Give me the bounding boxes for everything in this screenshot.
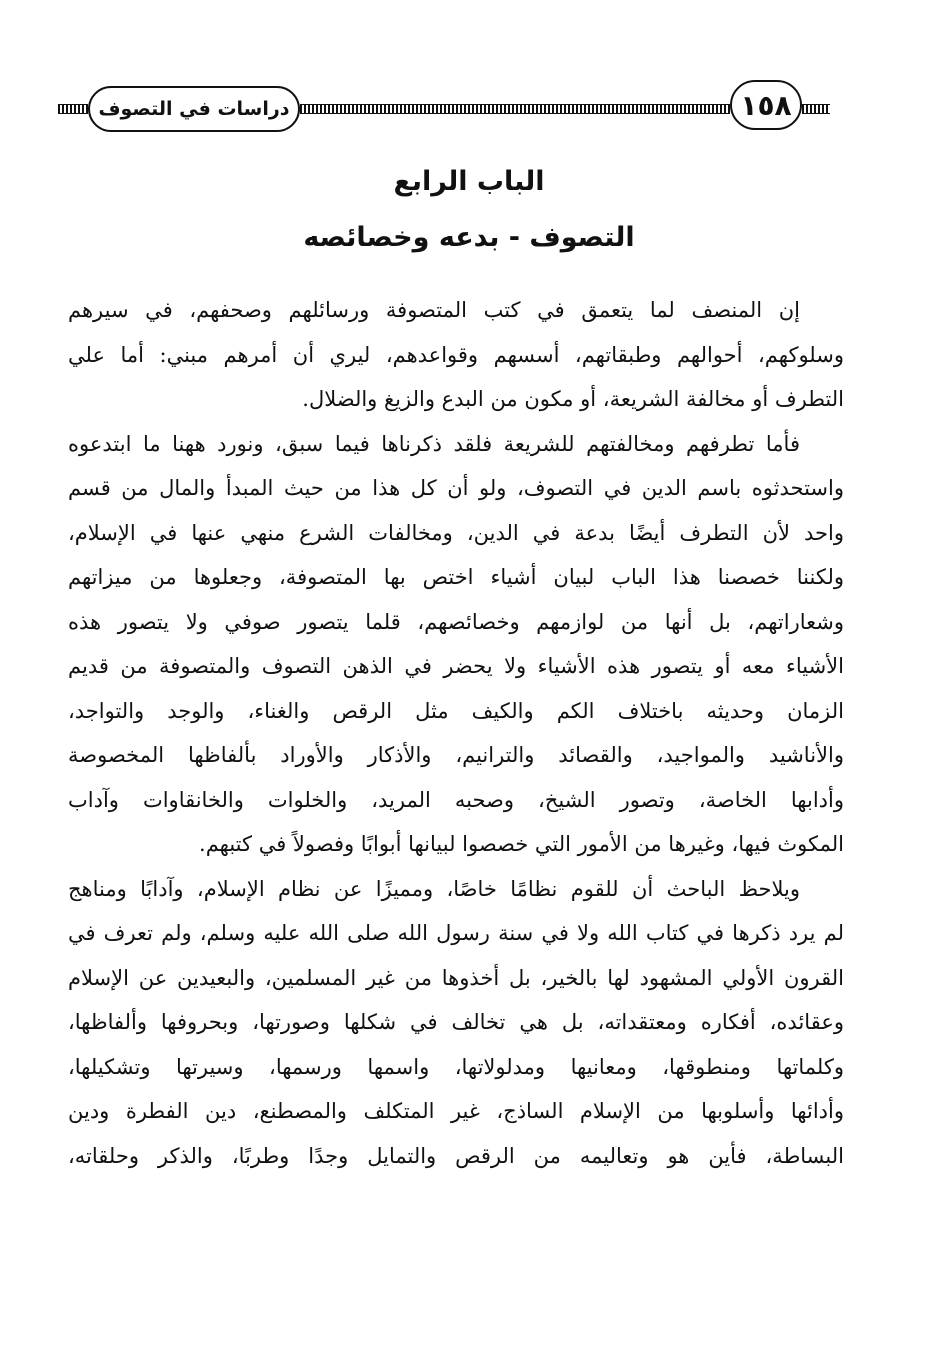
- body-text: [68, 288, 844, 1178]
- text-line: وأدائها وأسلوبها من الإسلام الساذج، غير المتكلف والمصطنع، دين الفطرة ودين: [68, 1099, 844, 1123]
- page-header: [0, 0, 938, 140]
- text-line: والأناشيد والمواجيد، والقصائد والترانيم، والأذكار والأوراد بألفاظها المخصوصة: [68, 743, 844, 767]
- header-rule-left: [58, 104, 88, 114]
- text-line: وعقائده، أفكاره ومعتقداته، بل هي تخالف في شكلها وصورتها، وبحروفها وألفاظها،: [68, 1010, 844, 1034]
- text-line: الأشياء معه أو يتصور هذه الأشياء ولا يحضر في الذهن التصوف والمتصوفة من قديم: [68, 654, 844, 678]
- text-line: القرون الأولي المشهود لها بالخير، بل أخذوها من غير المسلمين، والبعيدين عن الإسلام: [68, 965, 844, 990]
- text-line: لم يرد ذكرها في كتاب الله ولا في سنة رسول الله صلى الله عليه وسلم، ولم تعرف في: [68, 921, 844, 945]
- book-title: دراسات في التصوف: [88, 86, 300, 132]
- text-line: فأما تطرفهم ومخالفتهم للشريعة فلقد ذكرناها فيما سبق، ونورد ههنا ما ابتدعوه: [68, 431, 800, 456]
- text-line: وأدابها الخاصة، وتصور الشيخ، وصحبه المريد، والخلوات والخانقاوات وآداب: [68, 787, 844, 812]
- text-line: إن المنصف لما يتعمق في كتب المتصوفة ورسائلهم وصحفهم، في سيرهم: [68, 298, 800, 322]
- chapter-title: الباب الرابع: [393, 166, 545, 197]
- chapter-subtitle: التصوف - بدعه وخصائصه: [303, 222, 635, 253]
- text-line: التطرف أو مخالفة الشريعة، أو مكون من البدع والزيغ والضلال.: [302, 387, 844, 411]
- page-number: ١٥٨: [730, 80, 802, 130]
- text-line: ولكننا خصصنا هذا الباب لبيان أشياء اختص بها المتصوفة، وجعلوها من ميزاتهم: [68, 565, 844, 589]
- text-line: وكلماتها ومنطوقها، ومعانيها ومدلولاتها، واسمها ورسمها، وسيرتها وتشكيلها،: [68, 1054, 844, 1079]
- text-line: وشعاراتهم، بل أنها من لوازمهم وخصائصهم، قلما يتصور صوفي ولا يتصور هذه: [68, 609, 844, 634]
- text-line: البساطة، فأين هو وتعاليمه من الرقص والتمايل وجدًا وطربًا، والذكر وحلقاته،: [68, 1143, 844, 1168]
- text-line: الزمان وحديثه باختلاف الكم والكيف مثل الرقص والغناء، والوجد والتواجد،: [68, 698, 844, 723]
- text-line: واحد لأن التطرف أيضًا بدعة في الدين، ومخالفات الشرع منهي عنها في الإسلام،: [68, 520, 844, 545]
- text-line: ويلاحظ الباحث أن للقوم نظامًا خاصًا، ومميزًا عن نظام الإسلام، وآدابًا ومناهج: [68, 876, 800, 901]
- header-rule-middle: [300, 104, 730, 114]
- text-line: المكوث فيها، وغيرها من الأمور التي خصصوا لبيانها أبوابًا وفصولاً في كتبهم.: [199, 832, 844, 856]
- text-line: وسلوكهم، أحوالهم وطبقاتهم، أسسهم وقواعدهم، ليري أن أمرهم مبني: أما علي: [68, 342, 844, 367]
- text-line: واستحدثوه باسم الدين في التصوف، ولو أن كل هذا من حيث المبدأ والمال من قسم: [68, 476, 844, 500]
- header-rule-right: [802, 104, 830, 114]
